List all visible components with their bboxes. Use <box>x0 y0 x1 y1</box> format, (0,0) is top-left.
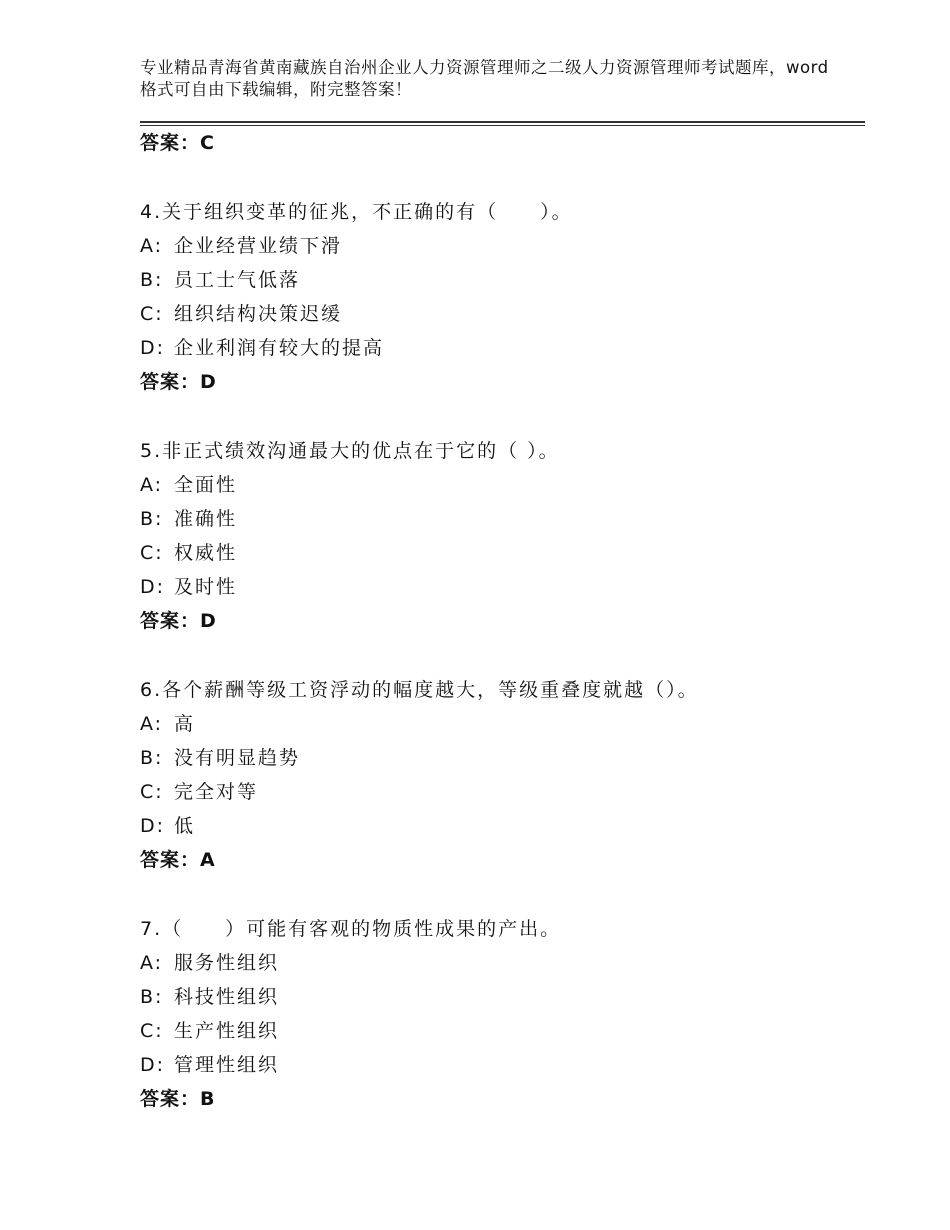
option <box>140 809 880 843</box>
option-text: 企业经营业绩下滑 <box>174 235 343 257</box>
option-text: 服务性组织 <box>174 952 280 974</box>
option-key: D: <box>140 337 166 359</box>
header-rule <box>140 121 865 123</box>
option <box>140 946 880 980</box>
option-text: 企业利润有较大的提高 <box>174 337 385 359</box>
option-key: B: <box>140 508 164 530</box>
question-block <box>140 434 880 604</box>
document-header: 专业精品青海省黄南藏族自治州企业人力资源管理师之二级人力资源管理师考试题库，word格式可自由下载编辑，附完整答案！ <box>140 58 829 99</box>
option-text: 准确性 <box>174 508 238 530</box>
option <box>140 297 880 331</box>
question-block <box>140 195 880 365</box>
question-block <box>140 673 880 843</box>
option-text: 及时性 <box>174 576 238 598</box>
option-key: D: <box>140 576 166 598</box>
option-key: A: <box>140 235 164 257</box>
option-text: 组织结构决策迟缓 <box>174 303 343 325</box>
option-key: B: <box>140 747 164 769</box>
answer: 答案：B <box>140 1088 216 1110</box>
option-text: 全面性 <box>174 474 238 496</box>
option-text: 员工士气低落 <box>174 269 301 291</box>
option <box>140 468 880 502</box>
prev-answer: 答案：C <box>140 132 215 154</box>
option-key: C: <box>140 781 164 803</box>
option-key: D: <box>140 815 166 837</box>
option-key: C: <box>140 303 164 325</box>
option-key: C: <box>140 542 164 564</box>
answer: 答案：A <box>140 849 216 871</box>
option <box>140 263 880 297</box>
option-text: 权威性 <box>174 542 238 564</box>
option-key: B: <box>140 269 164 291</box>
option-key: A: <box>140 474 164 496</box>
option-key: A: <box>140 952 164 974</box>
option-text: 没有明显趋势 <box>174 747 301 769</box>
question-stem: 6.各个薪酬等级工资浮动的幅度越大，等级重叠度就越（）。 <box>140 679 699 701</box>
option-key: C: <box>140 1020 164 1042</box>
answer: 答案：D <box>140 371 217 393</box>
option <box>140 502 880 536</box>
option <box>140 229 880 263</box>
question-stem: 5.非正式绩效沟通最大的优点在于它的（ ）。 <box>140 440 560 462</box>
option <box>140 1048 880 1082</box>
option-key: A: <box>140 713 164 735</box>
option-text: 高 <box>174 713 196 735</box>
option <box>140 980 880 1014</box>
option-text: 管理性组织 <box>174 1054 280 1076</box>
option-key: D: <box>140 1054 166 1076</box>
option <box>140 536 880 570</box>
question-stem: 4.关于组织变革的征兆，不正确的有（ ）。 <box>140 201 573 223</box>
option <box>140 570 880 604</box>
option-key: B: <box>140 986 164 1008</box>
question-block <box>140 912 880 1082</box>
option <box>140 707 880 741</box>
option-text: 完全对等 <box>174 781 259 803</box>
option <box>140 1014 880 1048</box>
header-rule-thin <box>140 125 865 126</box>
option-text: 低 <box>174 815 196 837</box>
question-stem: 7.（ ）可能有客观的物质性成果的产出。 <box>140 918 562 940</box>
option-text: 生产性组织 <box>174 1020 280 1042</box>
option <box>140 741 880 775</box>
option-text: 科技性组织 <box>174 986 280 1008</box>
option <box>140 331 880 365</box>
option <box>140 775 880 809</box>
answer: 答案：D <box>140 610 217 632</box>
